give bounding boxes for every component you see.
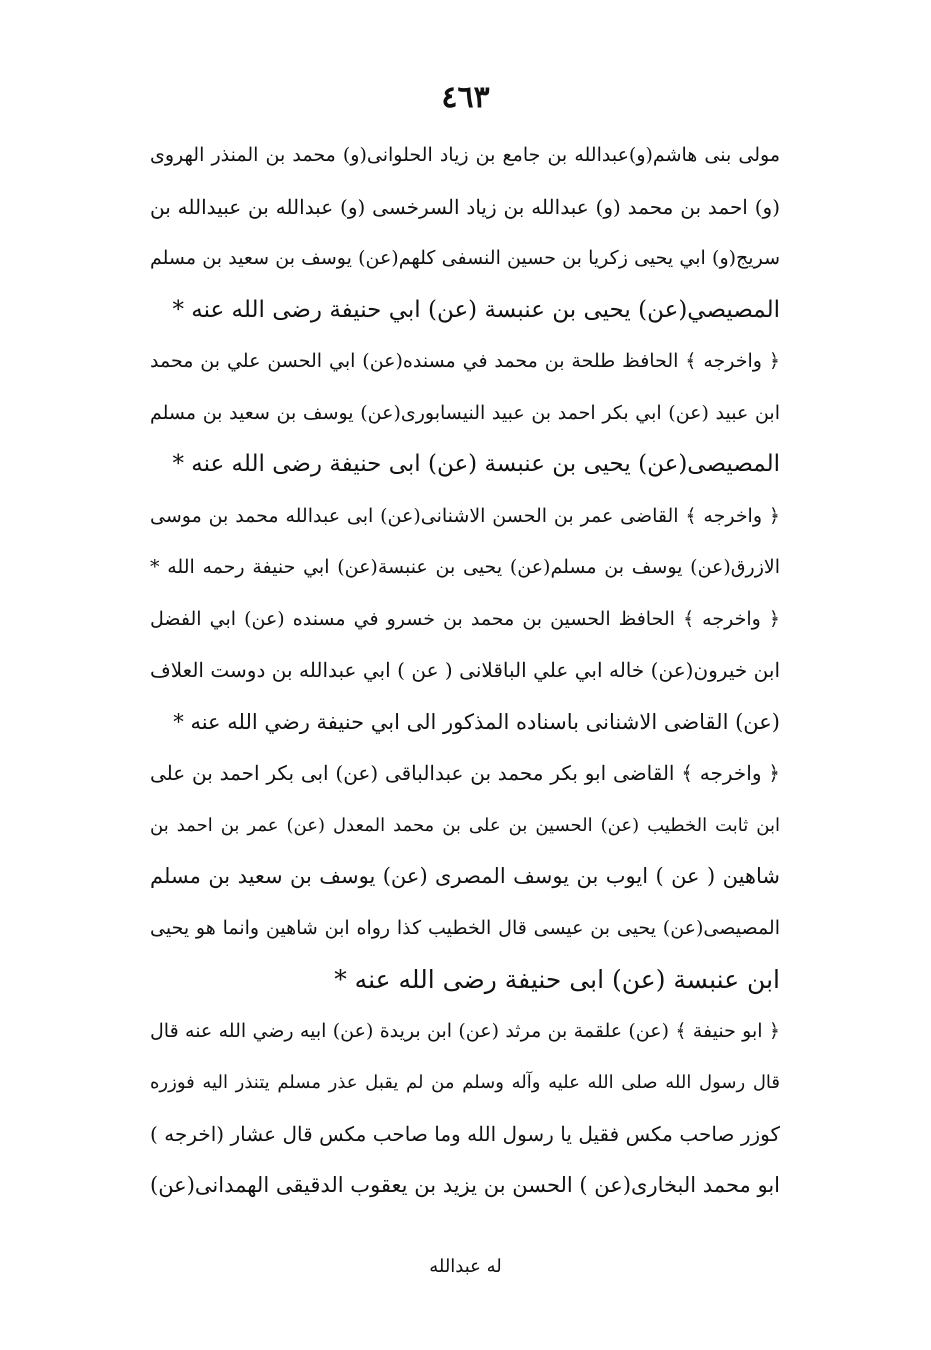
text-line: ابو محمد البخارى(عن ) الحسن بن يزيد بن يعقوب الدقيقى الهمدانى(عن) [150, 1173, 780, 1197]
text-line: ﴿ واخرجه ﴾ القاضى ابو بكر محمد بن عبدالباقى (عن) ابى بكر احمد بن على [150, 761, 780, 785]
text-line: (عن) القاضى الاشنانى باسناده المذكور الى ابي حنيفة رضي الله عنه * [173, 709, 780, 734]
text-line: شاهين ( عن ) ايوب بن يوسف المصرى (عن) يوسف بن سعيد بن مسلم [150, 864, 780, 888]
text-line: ابن خيرون(عن) خاله ابي علي الباقلانى ( عن ) ابي عبدالله بن دوست العلاف [150, 658, 780, 682]
text-line: المصيصى(عن) يحيى بن عنبسة (عن) ابى حنيفة رضى الله عنه * [172, 451, 780, 477]
text-line: المصيصي(عن) يحيى بن عنبسة (عن) ابي حنيفة رضى الله عنه * [172, 296, 780, 323]
text-line: الازرق(عن) يوسف بن مسلم(عن) يحيى بن عنبسة(عن) ابي حنيفة رحمه الله * [150, 556, 780, 578]
page-body-text [150, 130, 780, 1212]
text-line: قال رسول الله صلى الله عليه وآله وسلم من لم يقبل عذر مسلم يتنذر اليه فوزره [150, 1072, 780, 1093]
text-line: مولى بنى هاشم(و)عبدالله بن جامع بن زياد الحلوانى(و) محمد بن المنذر الهروى [150, 144, 780, 166]
text-line: كوزر صاحب مكس فقيل يا رسول الله وما صاحب مكس قال عشار (اخرجه ) [150, 1121, 780, 1146]
text-line: (و) احمد بن محمد (و) عبدالله بن زياد السرخسى (و) عبدالله بن عبيدالله بن [150, 194, 780, 219]
text-line: ﴿ واخرجه ﴾ الحافظ الحسين بن محمد بن خسرو في مسنده (عن) ابي الفضل [150, 607, 780, 630]
footnote: له عبدالله [429, 1256, 502, 1277]
text-line: ﴿ ابو حنيفة ﴾ (عن) علقمة بن مرثد (عن) ابن بريدة (عن) ابيه رضي الله عنه قال [150, 1019, 780, 1042]
text-line: ابن ثابت الخطيب (عن) الحسين بن على بن محمد المعدل (عن) عمر بن احمد بن [150, 814, 780, 836]
text-line: ﴿ واخرجه ﴾ القاضى عمر بن الحسن الاشنانى(عن) ابى عبدالله محمد بن موسى [150, 504, 780, 527]
text-line: ﴿ واخرجه ﴾ الحافظ طلحة بن محمد في مسنده(عن) ابي الحسن علي بن محمد [150, 350, 780, 372]
text-line: المصيصى(عن) يحيى بن عيسى قال الخطيب كذا رواه ابن شاهين وانما هو يحيى [150, 916, 780, 939]
text-line: سريج(و) ابي يحيى زكريا بن حسين النسفى كلهم(عن) يوسف بن سعيد بن مسلم [150, 247, 780, 269]
text-line: ابن عبيد (عن) ابي بكر احمد بن عبيد النيسابورى(عن) يوسف بن سعيد بن مسلم [150, 401, 780, 424]
page-number: ٤٦٣ [441, 80, 490, 115]
text-line: ابن عنبسة (عن) ابى حنيفة رضى الله عنه * [334, 965, 780, 994]
